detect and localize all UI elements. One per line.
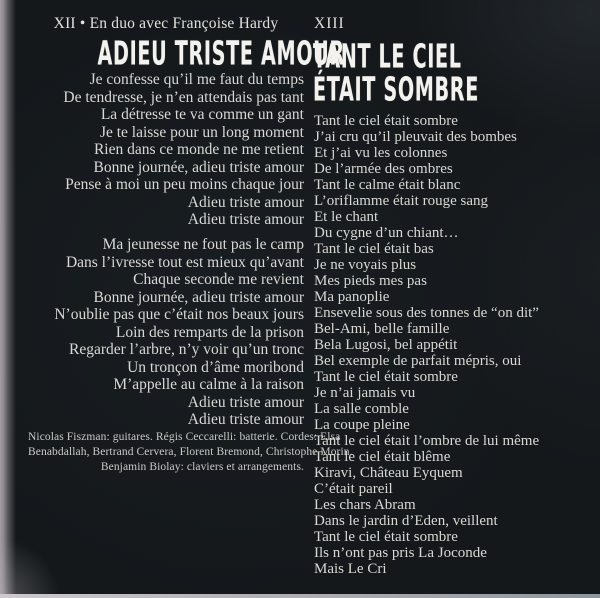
lyric-line: Adieu triste amour bbox=[187, 211, 304, 228]
page-edge-left bbox=[0, 0, 16, 598]
lyric-line: Ensevelie sous des tonnes de “on dit” bbox=[314, 305, 539, 321]
song-12-verse-1 bbox=[28, 71, 304, 229]
lyric-line: Kiravi, Château Eyquem bbox=[314, 465, 463, 481]
lyric-line: Bel exemple de parfait mépris, oui bbox=[314, 353, 522, 369]
song-12-credits bbox=[28, 430, 353, 475]
lyric-line: Pense à moi un peu moins chaque jour bbox=[65, 176, 304, 193]
lyric-line: Bela Lugosi, bel appétit bbox=[314, 337, 458, 353]
song-12-title bbox=[28, 35, 345, 74]
lyric-line: Loin des remparts de la prison bbox=[115, 323, 304, 341]
lyric-line: Tant le ciel était l’ombre de lui même bbox=[314, 433, 540, 449]
lyric-line: Je n’ai jamais vu bbox=[314, 385, 416, 401]
lyric-line: Je ne voyais plus bbox=[314, 257, 417, 273]
lyric-line: Rien dans ce monde ne me retient bbox=[93, 141, 304, 158]
lyric-line: J’ai cru qu’il pleuvait des bombes bbox=[314, 129, 517, 145]
lyric-line: Tant le ciel était blême bbox=[314, 449, 451, 465]
lyric-line: Bel-Ami, belle famille bbox=[314, 321, 450, 337]
song-13-title-row-2 bbox=[313, 71, 572, 110]
song-12-title-text: ADIEU TRISTE AMOUR bbox=[97, 35, 345, 74]
song-13-header: XIII bbox=[314, 15, 345, 32]
lyric-line: Tant le ciel était sombre bbox=[314, 113, 458, 129]
lyric-line: Adieu triste amour bbox=[187, 193, 304, 211]
lyric-line: Un tronçon d’âme moribond bbox=[127, 358, 304, 376]
song-13-section bbox=[313, 0, 600, 598]
lyric-line: Bonne journée, adieu triste amour bbox=[93, 158, 304, 176]
lyric-line: Mais Le Cri bbox=[314, 561, 387, 577]
song-12-verse-2 bbox=[28, 236, 304, 429]
lyric-line: Les chars Abram bbox=[314, 497, 416, 513]
song-13-title-text-2: ÉTAIT SOMBRE bbox=[313, 71, 479, 110]
lyric-line: Ils n’ont pas pris La Joconde bbox=[314, 545, 487, 561]
lyric-line: La salle comble bbox=[314, 401, 409, 417]
lyric-line: La coupe pleine bbox=[314, 417, 410, 433]
lyric-line: Ma jeunesse ne fout pas le camp bbox=[102, 236, 304, 253]
song-13-title bbox=[313, 38, 572, 110]
lyric-line: Mes pieds mes pas bbox=[314, 273, 427, 289]
lyric-line: Regarder l’arbre, n’y voir qu’un tronc bbox=[69, 341, 304, 358]
lyric-line: De l’armée des ombres bbox=[314, 161, 453, 177]
credit-line: Benabdallah, Bertrand Cervera, Florent Bremond, Christophe Morin. bbox=[28, 446, 353, 458]
credit-line: Nicolas Fiszman: guitares. Régis Ceccarelli: batterie. Cordes: Elsa bbox=[28, 431, 341, 443]
song-13-lyrics bbox=[314, 113, 600, 577]
lyric-line: N’oublie pas que c’était nos beaux jours bbox=[54, 306, 304, 323]
song-13-title-row-1 bbox=[313, 38, 572, 77]
lyric-line: Tant le calme était blanc bbox=[314, 177, 461, 193]
lyric-line: Je confesse qu’il me faut du temps bbox=[89, 71, 304, 88]
lyric-line: Adieu triste amour bbox=[187, 393, 304, 411]
lyric-line: M’appelle au calme à la raison bbox=[113, 376, 304, 393]
lyric-line: Je te laisse pour un long moment bbox=[99, 123, 304, 141]
lyric-line: Ma panoplie bbox=[314, 289, 390, 305]
lyric-line: C’était pareil bbox=[314, 481, 393, 497]
lyric-line: Bonne journée, adieu triste amour bbox=[93, 288, 304, 306]
lyric-line: Dans le jardin d’Eden, veillent bbox=[314, 513, 498, 529]
lyric-line: Tant le ciel était sombre bbox=[314, 529, 458, 545]
song-13-title-text-1: TANT LE CIEL bbox=[313, 38, 462, 77]
lyric-line: Et le chant bbox=[314, 209, 379, 225]
lyric-line: Adieu triste amour bbox=[187, 411, 304, 428]
lyric-line: Tant le ciel était bas bbox=[314, 241, 434, 257]
lyric-line: De tendresse, je n’en attendais pas tant bbox=[63, 88, 304, 106]
lyric-line: Chaque seconde me revient bbox=[133, 271, 304, 288]
lyric-line: Dans l’ivresse tout est mieux qu’avant bbox=[65, 253, 304, 271]
song-12-header: XII • En duo avec Françoise Hardy bbox=[53, 15, 279, 32]
lyric-line: Du cygne d’un chiant… bbox=[314, 225, 459, 241]
lyric-line: Tant le ciel était sombre bbox=[314, 369, 458, 385]
lyric-line: Et j’ai vu les colonnes bbox=[314, 145, 448, 161]
lyric-line: La détresse te va comme un gant bbox=[100, 106, 304, 123]
lyric-line: L’oriflamme était rouge sang bbox=[314, 193, 488, 209]
credit-line: Benjamin Biolay: claviers et arrangements. bbox=[100, 461, 304, 473]
